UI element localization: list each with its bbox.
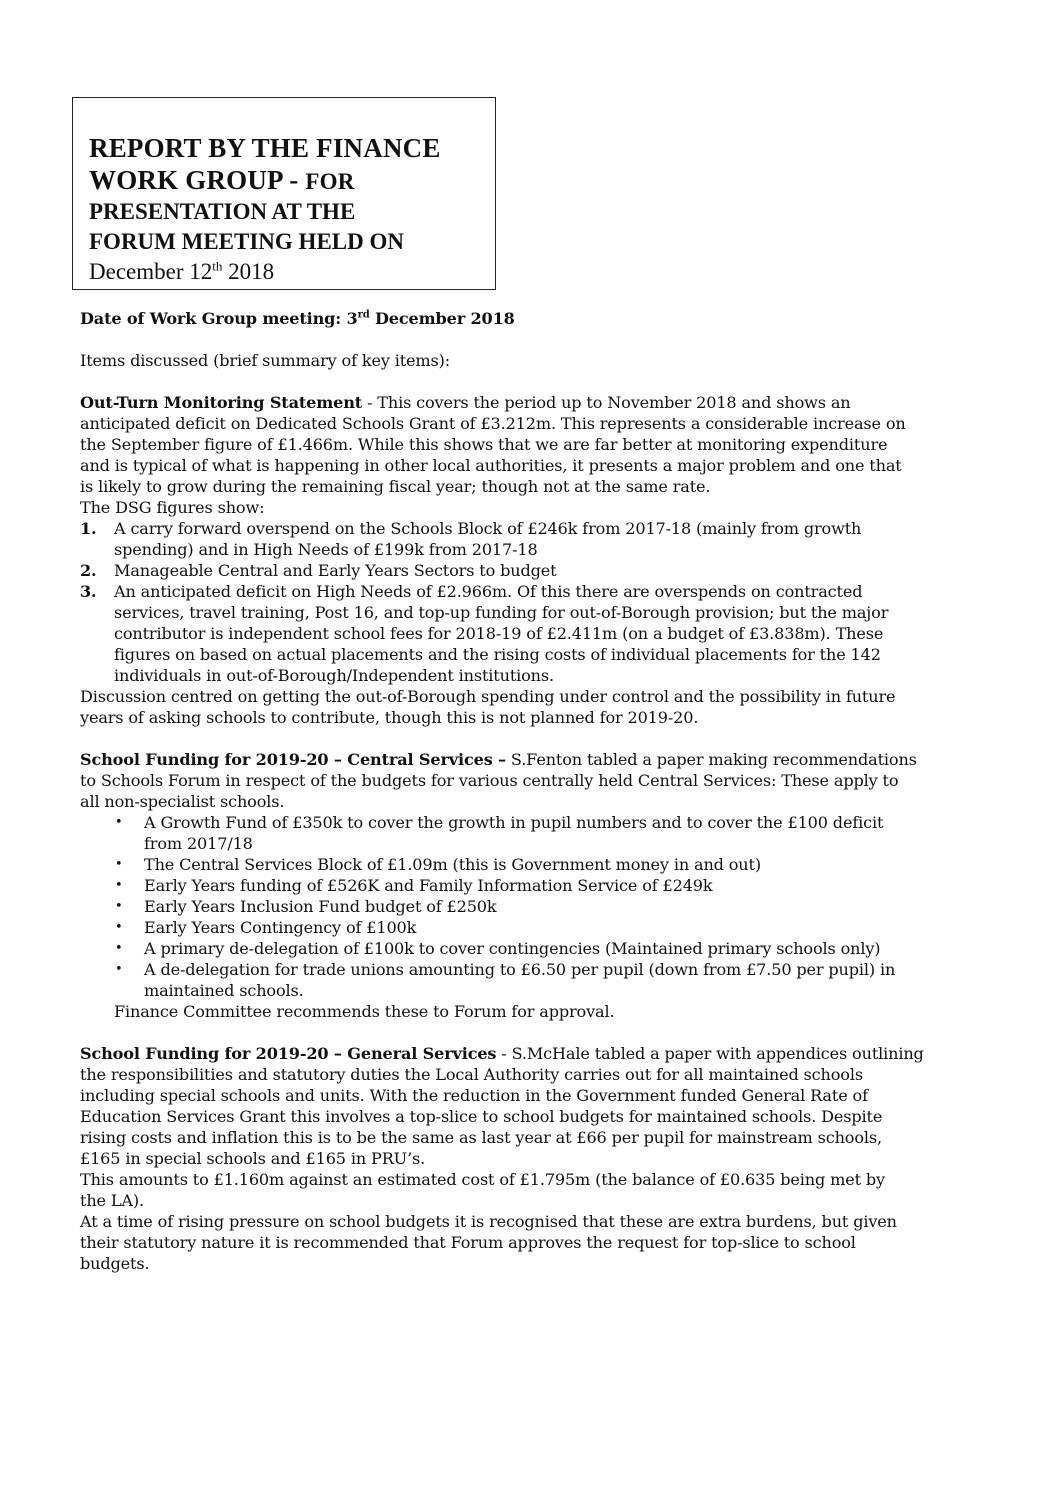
central-bullet-item [80,959,980,1001]
title-date-post: 2018 [222,259,275,284]
bullet-dot: • [115,899,123,914]
meeting-date [80,308,980,329]
central-bullet-item [80,812,980,854]
bullet-line: A primary de-delegation of £100k to cover contingencies (Maintained primary schools only) [144,939,881,958]
general-line: budgets. [80,1254,150,1273]
section-outturn [80,392,980,728]
outturn-line-0-text: - This covers the period up to November 2018 and shows an [362,393,851,412]
general-line: Education Services Grant this involves a top-slice to school budgets for maintained schools. Despite [80,1107,883,1126]
bullet-line: Early Years Inclusion Fund budget of £250k [144,897,497,916]
meeting-date-sup: rd [357,309,370,321]
central-line-1: to Schools Forum in respect of the budgets for various centrally held Central Services: These apply to [80,771,899,790]
meeting-date-pre: Date of Work Group meeting: 3 [80,309,358,328]
title-line-2 [89,164,495,197]
dsg-point-line: spending) and in High Needs of £199k from 2017-18 [114,540,538,559]
report-title-box [72,97,496,290]
central-bullet-item [80,896,980,917]
outturn-line-5: The DSG figures show: [80,498,265,517]
general-line: the LA). [80,1191,144,1210]
title-date [89,257,495,287]
section-general-services [80,1043,980,1274]
central-services-list [80,812,980,1001]
outturn-line-4: is likely to grow during the remaining fiscal year; though not at the same rate. [80,477,711,496]
central-line-0-text: S.Fenton tabled a paper making recommendations [505,750,917,769]
bullet-line: The Central Services Block of £1.09m (this is Government money in and out) [144,855,761,874]
dsg-point-number: 3. [80,582,97,601]
dsg-point-number: 2. [80,561,97,580]
title-line-2-small: FOR [305,169,355,194]
outturn-after-line: Discussion centred on getting the out-of-Borough spending under control and the possibility in future [80,687,896,706]
bullet-dot: • [115,857,123,872]
dsg-point-number: 1. [80,519,97,538]
central-bullet-item [80,917,980,938]
bullet-dot: • [115,920,123,935]
dsg-figures-list [80,518,980,686]
bullet-line: from 2017/18 [144,834,253,853]
title-line-4: FORUM MEETING HELD ON [89,229,404,254]
central-bullet-item [80,854,980,875]
outturn-line-2: the September figure of £1.466m. While this shows that we are far better at monitoring expenditure [80,435,888,454]
general-line: their statutory nature it is recommended that Forum approves the request for top-slice to school [80,1233,856,1252]
central-heading: School Funding for 2019-20 – Central Services – [80,750,506,769]
central-line-2: all non-specialist schools. [80,792,285,811]
bullet-line: A de-delegation for trade unions amounting to £6.50 per pupil (down from £7.50 per pupil) in [144,960,896,979]
outturn-after-line: years of asking schools to contribute, though this is not planned for 2019-20. [80,708,699,727]
bullet-line: Early Years funding of £526K and Family Information Service of £249k [144,876,713,895]
dsg-point-line: A carry forward overspend on the Schools Block of £246k from 2017-18 (mainly from growth [114,519,862,538]
central-bullet-item [80,875,980,896]
dsg-point-line: Manageable Central and Early Years Sectors to budget [114,561,557,580]
section-central-services [80,749,980,1022]
bullet-dot: • [115,815,123,830]
general-line: including special schools and units. With the reduction in the Government funded General Rate of [80,1086,868,1105]
central-recommendation: Finance Committee recommends these to Forum for approval. [114,1002,615,1021]
outturn-line-0 [80,392,980,413]
items-intro: Items discussed (brief summary of key items): [80,351,451,370]
title-line-1: REPORT BY THE FINANCE [89,133,441,163]
general-line-0 [80,1043,980,1064]
dsg-point-line: individuals in out-of-Borough/Independent institutions. [114,666,554,685]
meeting-date-post: December 2018 [369,309,515,328]
bullet-line: maintained schools. [144,981,304,1000]
title-date-pre: December 12 [89,259,213,284]
dsg-point [80,581,980,686]
bullet-dot: • [115,962,123,977]
general-line: £165 in special schools and £165 in PRU’s. [80,1149,426,1168]
bullet-dot: • [115,878,123,893]
general-line: At a time of rising pressure on school budgets it is recognised that these are extra burdens, but given [80,1212,897,1231]
central-bullet-item [80,938,980,959]
outturn-line-1: anticipated deficit on Dedicated Schools Grant of £3.212m. This represents a considerable increase on [80,414,906,433]
bullet-line: A Growth Fund of £350k to cover the growth in pupil numbers and to cover the £100 deficit [144,813,884,832]
dsg-point-line: services, travel training, Post 16, and top-up funding for out-of-Borough provision; but the major [114,603,889,622]
title-line-3: PRESENTATION AT THE [89,199,356,224]
central-line-0 [80,749,980,770]
dsg-point-line: figures on based on actual placements and the rising costs of individual placements for the 142 [114,645,881,664]
outturn-heading: Out-Turn Monitoring Statement [80,393,363,412]
title-date-sup: th [212,258,223,274]
outturn-line-3: and is typical of what is happening in other local authorities, it presents a major problem and one that [80,456,902,475]
bullet-dot: • [115,941,123,956]
general-line: rising costs and inflation this is to be the same as last year at £66 per pupil for mainstream schools, [80,1128,882,1147]
title-line-2-main: WORK GROUP - [89,165,306,195]
general-line: the responsibilities and statutory duties the Local Authority carries out for all maintained schools [80,1065,863,1084]
dsg-point-line: contributor is independent school fees for 2018-19 of £2.411m (on a budget of £3.838m). These [114,624,884,643]
general-line-0-text: - S.McHale tabled a paper with appendices outlining [496,1044,924,1063]
dsg-point [80,518,980,560]
general-heading: School Funding for 2019-20 – General Services [80,1044,497,1063]
bullet-line: Early Years Contingency of £100k [144,918,417,937]
general-line: This amounts to £1.160m against an estimated cost of £1.795m (the balance of £0.635 being met by [80,1170,885,1189]
dsg-point [80,560,980,581]
dsg-point-line: An anticipated deficit on High Needs of £2.966m. Of this there are overspends on contracted [114,582,863,601]
report-body [80,308,980,1274]
